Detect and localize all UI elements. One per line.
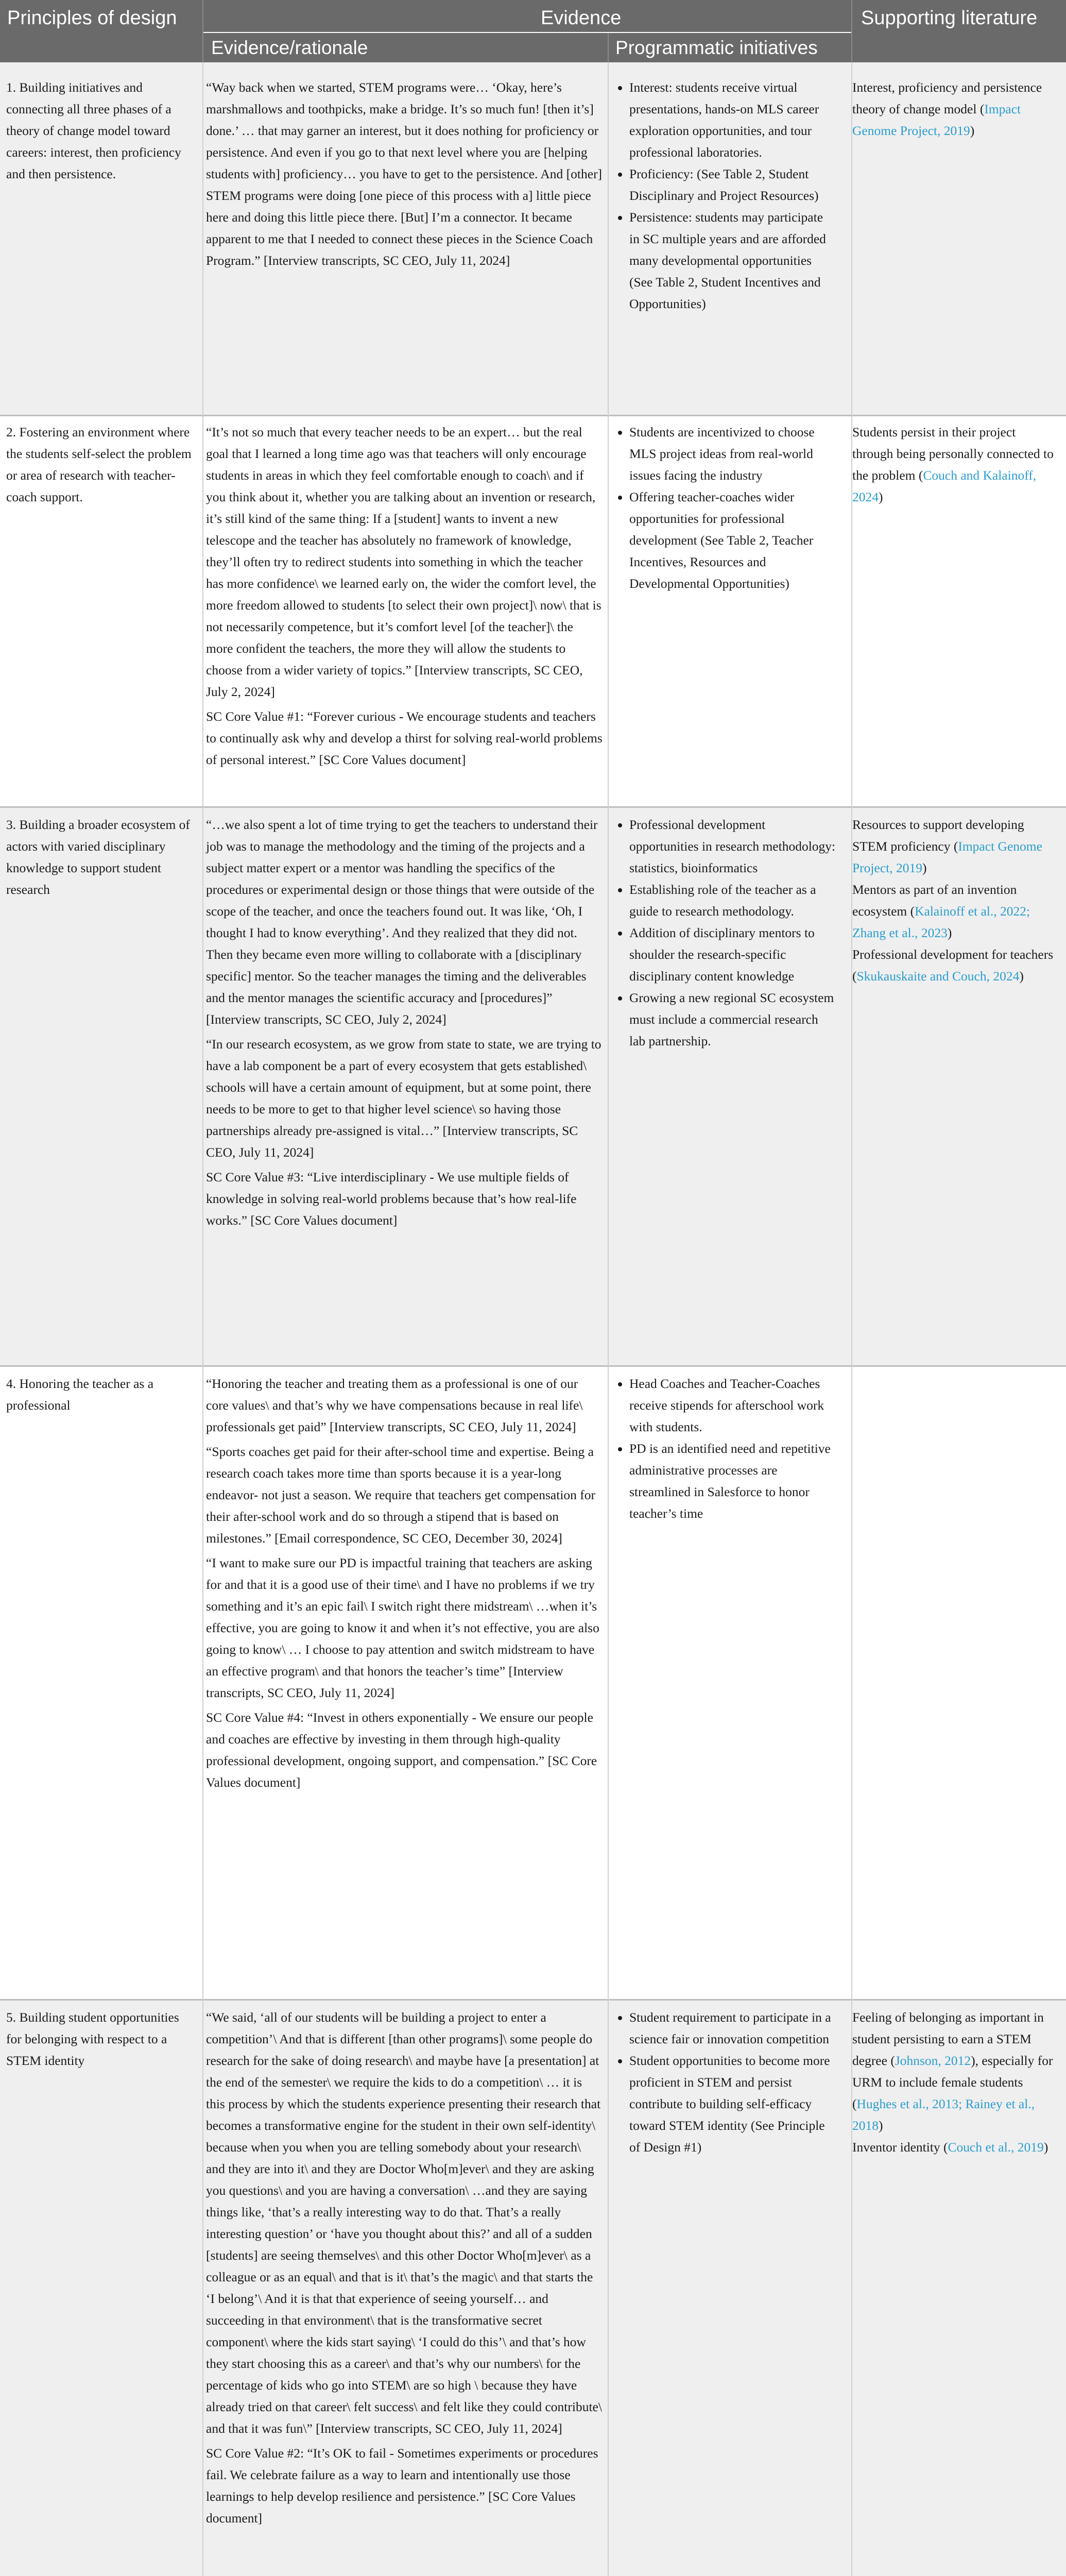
- table-row: [0, 1367, 1066, 1999]
- evidence-cell: [206, 77, 603, 275]
- principle-cell: 1. Building initiatives and connecting all three phases of a theory of change model toward careers: interest, then proficiency and then persistence.: [6, 80, 181, 181]
- header-rationale: Evidence/rationale: [211, 37, 368, 58]
- evidence-quote: “Sports coaches get paid for their after-school time and expertise. Being a research coach takes more time than sports because it is a year-long endeavor- not just a season. We require that teachers get compensation for their after-school work and do so through a stipend that is based on milestones.” [Email correspondence, SC CEO, December 30, 2024]: [206, 1444, 596, 1546]
- literature-text: Students persist in their project through being personally connected to the problem (: [852, 425, 1054, 483]
- initiatives-cell: [612, 421, 836, 595]
- literature-tail: ): [879, 2118, 883, 2133]
- initiative-item: • Head Coaches and Teacher-Coaches receive stipends for afterschool work with students.: [629, 1373, 836, 1438]
- literature-tail: ): [1019, 969, 1024, 984]
- literature-cell: [852, 814, 1058, 987]
- core-value-quote: SC Core Value #1: “Forever curious - We encourage students and teachers to continually ask why and develop a thirst for solving real-world problems of personal interest.” [SC Core Values document]: [206, 709, 603, 767]
- citation-link[interactable]: Impact Genome Project, 2019: [852, 101, 1021, 138]
- literature-item: [852, 77, 1058, 142]
- initiative-item: • PD is an identified need and repetitive administrative processes are streamlined in Salesforce to honor teacher’s time: [629, 1438, 836, 1524]
- literature-text: Mentors as part of an invention ecosystem (: [852, 882, 1017, 919]
- literature-cell: [852, 77, 1058, 142]
- header-col-divider: [608, 33, 609, 62]
- literature-item: [852, 879, 1058, 944]
- literature-item: [852, 814, 1058, 879]
- evidence-cell: [206, 2007, 603, 2532]
- evidence-cell: [206, 814, 603, 1234]
- initiatives-cell: [612, 814, 836, 1052]
- core-value-quote: SC Core Value #3: “Live interdisciplinary - We use multiple fields of knowledge in solving real-world problems because that’s how real-life works.” [SC Core Values document]: [206, 1170, 577, 1228]
- evidence-quote: “It’s not so much that every teacher needs to be an expert… but the real goal that I learned a long time ago was that teachers will only encourage students in areas in which they feel comfortable enough to coach\ and if you think about it, whether you are talking about an invention or research, it’s still kind of the same thing: If a [student] wants to invent a new telescope and the teacher has absolutely no framework of knowledge, they’ll often try to redirect students into something in which the teacher has more confidence\ we learned early on, the wider the comfort level, the more freedom allowed to students [to select their own project]\ now\ that is not necessarily competence, but it’s comfort level [of the teacher]\ the more confident the teachers, the more they will allow the students to choose from a wider variety of topics.” [Interview transcripts, SC CEO, July 2, 2024]: [206, 425, 601, 699]
- initiative-item: • Proficiency: (See Table 2, Student Disciplinary and Project Resources): [629, 163, 836, 207]
- initiative-item: • Students are incentivized to choose MLS project ideas from real-world issues facing the industry: [629, 421, 836, 486]
- initiative-item: • Growing a new regional SC ecosystem must include a commercial research lab partnership.: [629, 987, 836, 1052]
- table-row: [0, 808, 1066, 1365]
- literature-cell: [852, 421, 1058, 508]
- literature-item: [852, 421, 1058, 508]
- literature-item: [852, 2137, 1058, 2158]
- header-initiatives: Programmatic initiatives: [615, 37, 818, 58]
- literature-text: Resources to support developing STEM proficiency (: [852, 817, 1024, 854]
- literature-cell: [852, 2007, 1058, 2158]
- evidence-cell: [206, 421, 603, 774]
- literature-tail: ): [1043, 2140, 1048, 2155]
- evidence-quote: “Way back when we started, STEM programs were… ‘Okay, here’s marshmallows and toothpicks, make a bridge. It’s so much fun! [then it’s] done.’ … that may garner an interest, but it does nothing for proficiency or persistence. And even if you go to that next level where you are [helping students with] proficiency… you have to get to the persistence. And [other] STEM programs were doing [one piece of this process with a] little piece here and doing this little piece there. [But] I’m a connector. It became apparent to me that I needed to connect these pieces in the Science Coach Program.” [Interview transcripts, SC CEO, July 11, 2024]: [206, 80, 603, 268]
- table-header: [0, 0, 1066, 62]
- column-divider: [202, 62, 203, 2576]
- literature-text: Professional development for teachers (: [852, 947, 1054, 984]
- header-evidence: Evidence: [541, 7, 622, 29]
- initiative-item: • Offering teacher-coaches wider opportunities for professional development (See Table 2, Teacher Incentives, Resources and Developmental Opportunities): [629, 486, 836, 595]
- evidence-quote: “I want to make sure our PD is impactful training that teachers are asking for and that it is a good use of their time\ and I have no problems if we try something and it’s an epic fail\ I switch right there midstream\ …when it’s effective, you are going to know it and when it’s not effective, you are also going to know\ … I choose to pay attention and switch midstream to have an effective program\ and that honors the teacher’s time” [Interview transcripts, SC CEO, July 11, 2024]: [206, 1555, 599, 1700]
- citation-link[interactable]: Couch et al., 2019: [948, 2140, 1044, 2155]
- initiative-item: • Professional development opportunities in research methodology: statistics, bioinformatics: [629, 814, 836, 879]
- citation-link[interactable]: Kalainoff et al., 2022; Zhang et al., 2023: [852, 904, 1030, 940]
- initiative-item: • Addition of disciplinary mentors to shoulder the research-specific disciplinary content knowledge: [629, 922, 836, 987]
- initiatives-cell: [612, 1373, 836, 1524]
- evidence-quote: “In our research ecosystem, as we grow from state to state, we are trying to have a lab component be a part of every ecosystem that gets established\ schools will have a certain amount of equipment, but at some point, there needs to be more to get to that higher level science\ so having those partnerships already pre-assigned is vital…” [Interview transcripts, SC CEO, July 11, 2024]: [206, 1037, 601, 1160]
- header-divider: [202, 32, 851, 33]
- literature-text: Interest, proficiency and persistence theory of change model (: [852, 80, 1042, 116]
- principle-cell: 2. Fostering an environment where the students self-select the problem or area of research with teacher-coach support.: [6, 425, 192, 504]
- table-row: [0, 2001, 1066, 2576]
- initiative-item: • Student opportunities to become more proficient in STEM and persist contribute to building self-efficacy toward STEM identity (See Principle of Design #1): [629, 2050, 836, 2158]
- literature-tail: ): [947, 925, 952, 940]
- literature-text: Inventor identity (: [852, 2140, 948, 2155]
- literature-text: Feeling of belonging as important in student persisting to earn a STEM degree (: [852, 2010, 1044, 2068]
- table-row: [0, 416, 1066, 806]
- literature-item: [852, 944, 1058, 987]
- citation-link[interactable]: Skukauskaite and Couch, 2024: [856, 969, 1020, 984]
- column-divider: [608, 62, 609, 2576]
- header-col-divider: [851, 0, 852, 62]
- citation-link[interactable]: Impact Genome Project, 2019: [852, 839, 1042, 875]
- initiatives-cell: [612, 2007, 836, 2158]
- citation-link[interactable]: Couch and Kalainoff, 2024: [852, 468, 1037, 504]
- initiative-item: • Establishing role of the teacher as a guide to research methodology.: [629, 879, 836, 922]
- initiative-item: • Interest: students receive virtual presentations, hands-on MLS career exploration opportunities, and tour professional laboratories.: [629, 77, 836, 163]
- citation-link[interactable]: Hughes et al., 2013; Rainey et al., 2018: [852, 2096, 1035, 2133]
- core-value-quote: SC Core Value #4: “Invest in others exponentially - We ensure our people and coaches are effective by investing in them through high-quality professional development, ongoing support, and compensation.” [SC Core Values document]: [206, 1710, 597, 1790]
- literature-tail: ), especially for URM to include female students (: [852, 2053, 1053, 2111]
- column-divider: [851, 62, 852, 2576]
- literature-item: [852, 2007, 1058, 2137]
- table-row: [0, 62, 1066, 415]
- citation-link[interactable]: Johnson, 2012: [895, 2053, 971, 2068]
- evidence-quote: “…we also spent a lot of time trying to get the teachers to understand their job was to manage the methodology and the timing of the projects and a subject matter expert or a mentor was handling the specifics of the procedures or experimental design or those things that were outside of the scope of the teacher, and once the teachers found out. It was like, ‘Oh, I thought I had to know everything’. And they realized that they did not. Then they became even more willing to collaborate with a [disciplinary specific] mentor. So the teacher manages the timing and the deliverables and the mentor manages the scientific accuracy and [procedures]” [Interview transcripts, SC CEO, July 2, 2024]: [206, 817, 598, 1027]
- principle-cell: 3. Building a broader ecosystem of actors with varied disciplinary knowledge to support student research: [6, 817, 190, 897]
- initiatives-cell: [612, 77, 836, 315]
- core-value-quote: SC Core Value #2: “It’s OK to fail - Sometimes experiments or procedures fail. We celebrate failure as a way to learn and intentionally use those learnings to help develop resilience and persistence.” [SC Core Values document]: [206, 2446, 598, 2526]
- principle-cell: 5. Building student opportunities for belonging with respect to a STEM identity: [6, 2010, 179, 2068]
- initiative-item: • Persistence: students may participate in SC multiple years and are afforded many developmental opportunities (See Table 2, Student Incentives and Opportunities): [629, 207, 836, 315]
- evidence-cell: [206, 1373, 603, 1797]
- initiative-item: • Student requirement to participate in a science fair or innovation competition: [629, 2007, 836, 2050]
- header-literature: Supporting literature: [861, 7, 1038, 29]
- principle-cell: 4. Honoring the teacher as a professional: [6, 1376, 154, 1413]
- evidence-quote: “Honoring the teacher and treating them as a professional is one of our core values\ and that’s why we have compensations because in real life\ professionals get paid” [Interview transcripts, SC CEO, July 11, 2024]: [206, 1376, 583, 1434]
- header-principles: Principles of design: [7, 7, 177, 29]
- evidence-quote: “We said, ‘all of our students will be building a project to enter a competition’\ And that is different [than other programs]\ some people do research for the sake of doing research\ and maybe have [a presentation] at the end of the semester\ we require the kids to do a competition\ … it is this process by which the students experience presenting their research that becomes a transformative engine for the student in their own self-identity\ because when you when you are telling somebody about your research\ and they are into it\ and they are Doctor Who[m]ever\ and they are asking you questions\ and you are having a conversation\ …and they are saying things like, ‘that’s a really interesting way to do that. That’s a really interesting question’ or ‘have you thought about this?’ and all of a sudden [students] are seeing themselves\ and this other Doctor Who[m]ever\ as a colleague or as an equal\ and that is it\ that’s the magic\ and that starts the ‘I belong’\ And it is that that experience of seeing yourself… and succeeding in that environment\ that is the transformative secret component\ where the kids start saying\ ‘I could do this’\ and that’s how they start choosing this as a career\ and that’s why our numbers\ for the percentage of kids who go into STEM\ are so high \ because they have already tried on that career\ felt success\ and felt like they could contribute\ and that it was fun\” [Interview transcripts, SC CEO, July 11, 2024]: [206, 2010, 602, 2436]
- header-col-divider: [202, 0, 203, 62]
- literature-tail: ): [922, 860, 927, 875]
- literature-tail: ): [970, 123, 975, 138]
- literature-tail: ): [879, 489, 883, 504]
